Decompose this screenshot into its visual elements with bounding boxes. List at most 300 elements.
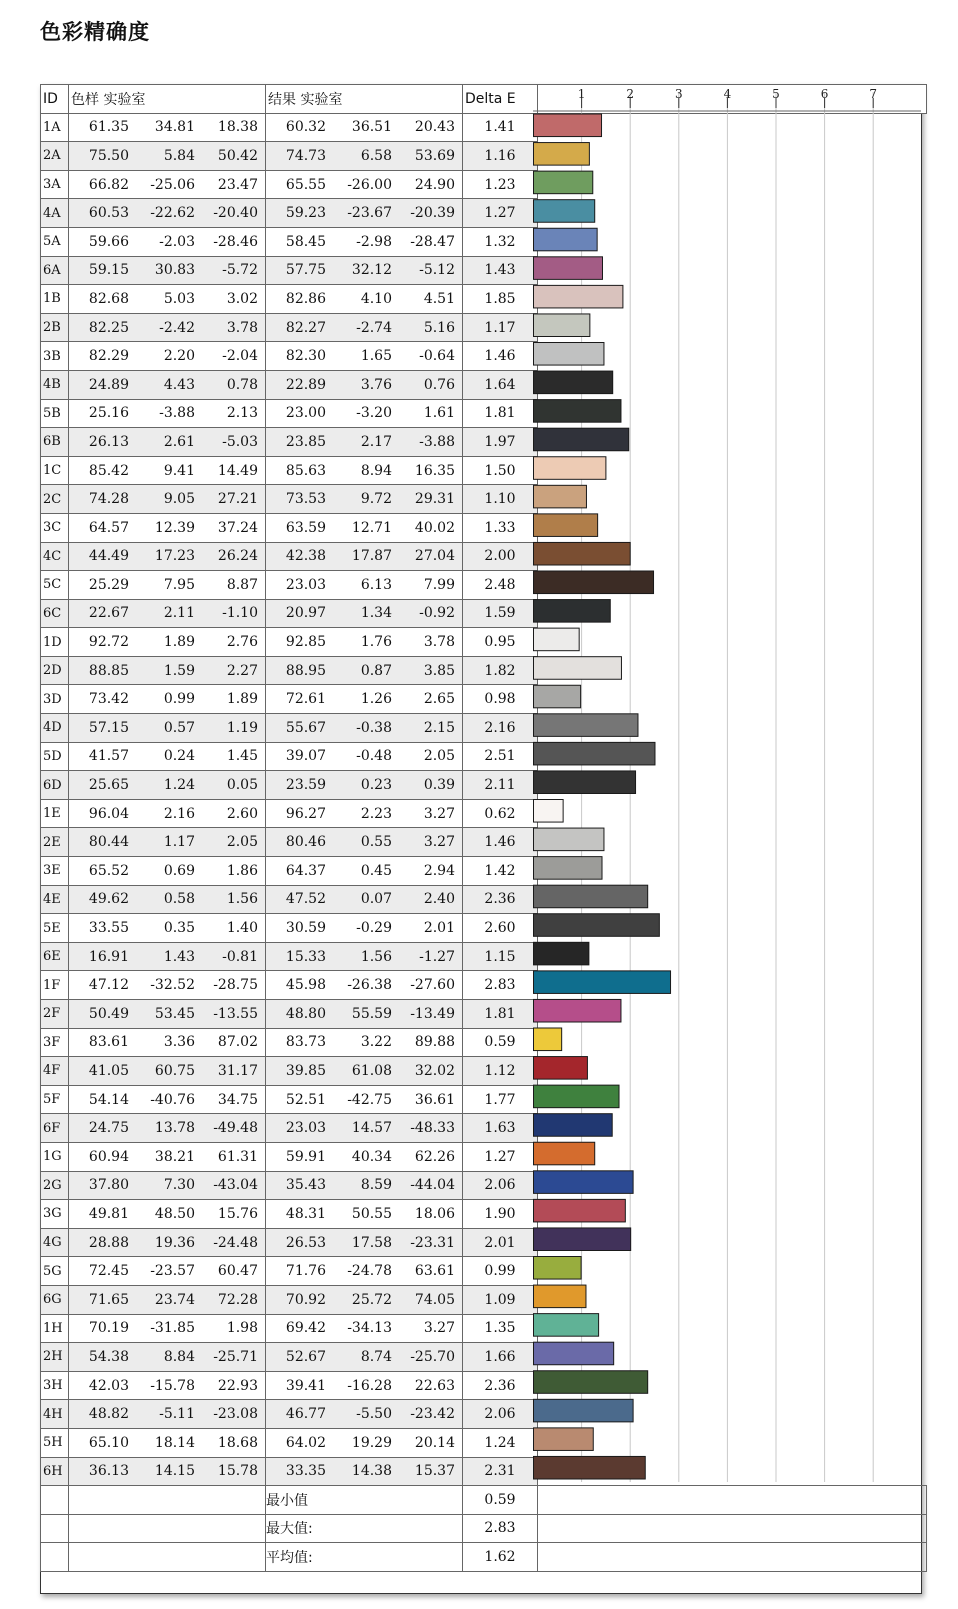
sample-a: 8.84 bbox=[163, 1348, 195, 1365]
sample-l: 24.89 bbox=[88, 376, 129, 393]
result-b: -13.49 bbox=[410, 1005, 455, 1022]
bar-3G bbox=[534, 1199, 626, 1222]
result-lab bbox=[266, 113, 463, 142]
result-l: 92.85 bbox=[285, 634, 326, 651]
result-b: -48.33 bbox=[410, 1120, 455, 1137]
bar-5E bbox=[534, 914, 660, 937]
sample-lab bbox=[69, 1314, 266, 1343]
sample-lab bbox=[69, 1114, 266, 1143]
sample-lab bbox=[69, 1171, 266, 1200]
summary-blank-chart bbox=[538, 1486, 927, 1515]
sample-b: -28.75 bbox=[213, 977, 258, 994]
result-l: 52.67 bbox=[285, 1348, 326, 1365]
result-a: -0.48 bbox=[356, 748, 392, 765]
row-id: 1C bbox=[41, 456, 69, 485]
header-sample: 色样 实验室 bbox=[69, 85, 266, 114]
sample-b: 2.13 bbox=[226, 405, 258, 422]
sample-lab bbox=[69, 1285, 266, 1314]
sample-a: 9.41 bbox=[163, 462, 195, 479]
result-lab bbox=[266, 828, 463, 857]
result-b: 32.02 bbox=[414, 1062, 455, 1079]
sample-b: 27.21 bbox=[217, 491, 258, 508]
sample-lab bbox=[69, 1257, 266, 1286]
bar-2E bbox=[534, 828, 604, 851]
bar-3C bbox=[534, 514, 598, 537]
sample-b: 60.47 bbox=[217, 1263, 258, 1280]
sample-l: 82.25 bbox=[88, 319, 129, 336]
result-l: 58.45 bbox=[285, 233, 326, 250]
result-l: 65.55 bbox=[285, 176, 326, 193]
result-b: -0.64 bbox=[419, 348, 455, 365]
sample-l: 71.65 bbox=[88, 1291, 129, 1308]
sample-a: 1.43 bbox=[163, 948, 195, 965]
result-b: 4.51 bbox=[423, 290, 455, 307]
sample-lab bbox=[69, 628, 266, 657]
sample-lab bbox=[69, 456, 266, 485]
result-b: 20.14 bbox=[414, 1434, 455, 1451]
sample-l: 54.38 bbox=[88, 1348, 129, 1365]
delta-e-value: 1.97 bbox=[463, 428, 538, 457]
result-l: 47.52 bbox=[285, 891, 326, 908]
sample-b: 1.40 bbox=[226, 920, 258, 937]
sample-a: 23.74 bbox=[154, 1291, 195, 1308]
bar-5H bbox=[534, 1428, 594, 1451]
bar-2A bbox=[534, 143, 590, 166]
result-a: 36.51 bbox=[351, 119, 392, 136]
result-l: 57.75 bbox=[285, 262, 326, 279]
sample-l: 36.13 bbox=[88, 1463, 129, 1480]
result-b: 36.61 bbox=[414, 1091, 455, 1108]
result-lab bbox=[266, 542, 463, 571]
result-a: 9.72 bbox=[360, 491, 392, 508]
result-l: 48.31 bbox=[285, 1205, 326, 1222]
result-lab bbox=[266, 1228, 463, 1257]
sample-lab bbox=[69, 857, 266, 886]
result-b: 24.90 bbox=[414, 176, 455, 193]
result-a: -24.78 bbox=[347, 1263, 392, 1280]
row-id: 6E bbox=[41, 942, 69, 971]
result-l: 23.59 bbox=[285, 777, 326, 794]
sample-l: 16.91 bbox=[88, 948, 129, 965]
result-l: 23.85 bbox=[285, 433, 326, 450]
result-l: 26.53 bbox=[285, 1234, 326, 1251]
result-b: 0.39 bbox=[423, 777, 455, 794]
sample-b: 0.78 bbox=[226, 376, 258, 393]
row-id: 4F bbox=[41, 1057, 69, 1086]
sample-a: 5.03 bbox=[163, 290, 195, 307]
sample-a: 17.23 bbox=[154, 548, 195, 565]
sample-a: 1.89 bbox=[163, 634, 195, 651]
result-lab bbox=[266, 628, 463, 657]
result-l: 45.98 bbox=[285, 977, 326, 994]
sample-l: 75.50 bbox=[88, 147, 129, 164]
delta-e-value: 2.36 bbox=[463, 1371, 538, 1400]
sample-l: 49.81 bbox=[88, 1205, 129, 1222]
row-id: 4H bbox=[41, 1400, 69, 1429]
result-a: 0.07 bbox=[360, 891, 392, 908]
row-id: 3G bbox=[41, 1200, 69, 1229]
result-b: 63.61 bbox=[414, 1263, 455, 1280]
bar-4H bbox=[534, 1399, 634, 1422]
result-l: 96.27 bbox=[285, 805, 326, 822]
result-b: 7.99 bbox=[423, 576, 455, 593]
sample-lab bbox=[69, 656, 266, 685]
row-id: 3F bbox=[41, 1028, 69, 1057]
result-l: 59.91 bbox=[285, 1148, 326, 1165]
summary-blank-id bbox=[41, 1543, 69, 1572]
sample-a: -2.03 bbox=[159, 233, 195, 250]
result-lab bbox=[266, 370, 463, 399]
sample-b: -28.46 bbox=[213, 233, 258, 250]
result-a: 19.29 bbox=[351, 1434, 392, 1451]
result-b: 5.16 bbox=[423, 319, 455, 336]
sample-b: -43.04 bbox=[213, 1177, 258, 1194]
result-b: 3.27 bbox=[423, 805, 455, 822]
sample-b: 50.42 bbox=[217, 147, 258, 164]
sample-l: 88.85 bbox=[88, 662, 129, 679]
result-b: 3.27 bbox=[423, 834, 455, 851]
bar-4F bbox=[534, 1057, 588, 1080]
result-lab bbox=[266, 1343, 463, 1372]
sample-b: 22.93 bbox=[217, 1377, 258, 1394]
result-a: 55.59 bbox=[351, 1005, 392, 1022]
x-tick-label: 2 bbox=[626, 87, 635, 101]
result-a: 17.58 bbox=[351, 1234, 392, 1251]
sample-l: 28.88 bbox=[88, 1234, 129, 1251]
summary-blank-chart bbox=[538, 1514, 927, 1543]
sample-lab bbox=[69, 714, 266, 743]
sample-l: 48.82 bbox=[88, 1406, 129, 1423]
sample-l: 74.28 bbox=[88, 491, 129, 508]
sample-b: -23.08 bbox=[213, 1406, 258, 1423]
result-l: 74.73 bbox=[285, 147, 326, 164]
row-id: 1G bbox=[41, 1142, 69, 1171]
bar-2C bbox=[534, 485, 587, 508]
sample-b: -49.48 bbox=[213, 1120, 258, 1137]
delta-e-value: 1.63 bbox=[463, 1114, 538, 1143]
bar-1G bbox=[534, 1142, 595, 1165]
sample-lab bbox=[69, 885, 266, 914]
result-l: 60.32 bbox=[285, 119, 326, 136]
summary-blank-id bbox=[41, 1486, 69, 1515]
sample-lab bbox=[69, 1057, 266, 1086]
result-lab bbox=[266, 685, 463, 714]
sample-b: 23.47 bbox=[217, 176, 258, 193]
sample-lab bbox=[69, 599, 266, 628]
sample-l: 44.49 bbox=[88, 548, 129, 565]
result-a: 1.34 bbox=[360, 605, 392, 622]
row-id: 6C bbox=[41, 599, 69, 628]
result-a: 8.94 bbox=[360, 462, 392, 479]
result-l: 23.03 bbox=[285, 576, 326, 593]
result-a: 17.87 bbox=[351, 548, 392, 565]
x-tick-label: 1 bbox=[577, 87, 586, 101]
sample-b: 3.02 bbox=[226, 290, 258, 307]
sample-l: 96.04 bbox=[88, 805, 129, 822]
row-id: 2G bbox=[41, 1171, 69, 1200]
result-a: 61.08 bbox=[351, 1062, 392, 1079]
result-lab bbox=[266, 513, 463, 542]
delta-e-value: 2.16 bbox=[463, 714, 538, 743]
delta-e-value: 2.51 bbox=[463, 742, 538, 771]
result-lab bbox=[266, 399, 463, 428]
bar-1C bbox=[534, 457, 606, 480]
sample-a: 38.21 bbox=[154, 1148, 195, 1165]
result-l: 39.85 bbox=[285, 1062, 326, 1079]
sample-l: 41.57 bbox=[88, 748, 129, 765]
sample-a: 0.57 bbox=[163, 719, 195, 736]
sample-a: -5.11 bbox=[159, 1406, 195, 1423]
result-b: -0.92 bbox=[419, 605, 455, 622]
bar-1F bbox=[534, 971, 671, 994]
sample-b: 2.27 bbox=[226, 662, 258, 679]
bar-5A bbox=[534, 228, 598, 251]
row-id: 2E bbox=[41, 828, 69, 857]
sample-a: 2.11 bbox=[163, 605, 195, 622]
result-lab bbox=[266, 1314, 463, 1343]
bar-3B bbox=[534, 343, 604, 366]
sample-a: 2.20 bbox=[163, 348, 195, 365]
header-result: 结果 实验室 bbox=[266, 85, 463, 114]
sample-lab bbox=[69, 199, 266, 228]
result-b: 0.76 bbox=[423, 376, 455, 393]
sample-b: -5.03 bbox=[222, 433, 258, 450]
result-b: -44.04 bbox=[410, 1177, 455, 1194]
header-delta-e: Delta E bbox=[463, 85, 538, 114]
result-lab bbox=[266, 1057, 463, 1086]
sample-l: 85.42 bbox=[88, 462, 129, 479]
result-l: 82.30 bbox=[285, 348, 326, 365]
result-lab bbox=[266, 227, 463, 256]
result-lab bbox=[266, 714, 463, 743]
result-l: 88.95 bbox=[285, 662, 326, 679]
result-lab bbox=[266, 1257, 463, 1286]
result-a: 1.65 bbox=[360, 348, 392, 365]
delta-e-value: 2.06 bbox=[463, 1400, 538, 1429]
delta-e-value: 1.33 bbox=[463, 513, 538, 542]
sample-a: 9.05 bbox=[163, 491, 195, 508]
result-l: 71.76 bbox=[285, 1263, 326, 1280]
sample-lab bbox=[69, 1000, 266, 1029]
row-id: 1B bbox=[41, 285, 69, 314]
result-a: -3.20 bbox=[356, 405, 392, 422]
delta-e-value: 1.35 bbox=[463, 1314, 538, 1343]
result-b: 2.40 bbox=[423, 891, 455, 908]
result-l: 73.53 bbox=[285, 491, 326, 508]
delta-e-value: 1.23 bbox=[463, 170, 538, 199]
bar-4G bbox=[534, 1228, 631, 1251]
row-id: 6A bbox=[41, 256, 69, 285]
sample-l: 72.45 bbox=[88, 1263, 129, 1280]
sample-lab bbox=[69, 942, 266, 971]
sample-b: 1.89 bbox=[226, 691, 258, 708]
result-l: 35.43 bbox=[285, 1177, 326, 1194]
sample-lab bbox=[69, 799, 266, 828]
result-l: 85.63 bbox=[285, 462, 326, 479]
result-lab bbox=[266, 428, 463, 457]
bar-4B bbox=[534, 371, 613, 394]
sample-a: 2.61 bbox=[163, 433, 195, 450]
sample-b: 1.56 bbox=[226, 891, 258, 908]
sample-lab bbox=[69, 542, 266, 571]
result-l: 20.97 bbox=[285, 605, 326, 622]
sample-b: 2.05 bbox=[226, 834, 258, 851]
sample-l: 57.15 bbox=[88, 719, 129, 736]
delta-e-value: 0.62 bbox=[463, 799, 538, 828]
sample-a: -40.76 bbox=[150, 1091, 195, 1108]
result-a: 1.26 bbox=[360, 691, 392, 708]
sample-lab bbox=[69, 313, 266, 342]
summary-blank-sample bbox=[69, 1543, 266, 1572]
sample-b: 72.28 bbox=[217, 1291, 258, 1308]
row-id: 5H bbox=[41, 1428, 69, 1457]
result-lab bbox=[266, 342, 463, 371]
result-a: -0.38 bbox=[356, 719, 392, 736]
delta-e-value: 1.81 bbox=[463, 1000, 538, 1029]
bar-5C bbox=[534, 571, 654, 594]
sample-a: 60.75 bbox=[154, 1062, 195, 1079]
sample-lab bbox=[69, 1200, 266, 1229]
sample-lab bbox=[69, 1142, 266, 1171]
summary-row bbox=[41, 1514, 927, 1543]
x-tick-label: 3 bbox=[674, 87, 683, 101]
bar-5F bbox=[534, 1085, 620, 1108]
result-lab bbox=[266, 1142, 463, 1171]
sample-a: 0.35 bbox=[163, 920, 195, 937]
sample-b: -1.10 bbox=[222, 605, 258, 622]
summary-value: 0.59 bbox=[463, 1486, 538, 1515]
sample-a: 1.59 bbox=[163, 662, 195, 679]
bar-3H bbox=[534, 1371, 648, 1394]
sample-a: 0.69 bbox=[163, 862, 195, 879]
bar-1H bbox=[534, 1314, 599, 1337]
delta-e-value: 1.82 bbox=[463, 656, 538, 685]
result-a: 4.10 bbox=[360, 290, 392, 307]
result-l: 39.41 bbox=[285, 1377, 326, 1394]
delta-e-value: 1.59 bbox=[463, 599, 538, 628]
result-b: -23.42 bbox=[410, 1406, 455, 1423]
sample-a: -31.85 bbox=[150, 1320, 195, 1337]
bar-3A bbox=[534, 171, 593, 194]
result-lab bbox=[266, 599, 463, 628]
sample-lab bbox=[69, 1371, 266, 1400]
result-a: 1.76 bbox=[360, 634, 392, 651]
sample-a: 0.99 bbox=[163, 691, 195, 708]
sample-a: -25.06 bbox=[150, 176, 195, 193]
bar-2G bbox=[534, 1171, 634, 1194]
sample-l: 65.52 bbox=[88, 862, 129, 879]
delta-e-value: 2.48 bbox=[463, 571, 538, 600]
sample-lab bbox=[69, 1028, 266, 1057]
sample-l: 42.03 bbox=[88, 1377, 129, 1394]
result-b: 2.01 bbox=[423, 920, 455, 937]
result-lab bbox=[266, 1028, 463, 1057]
x-tick-label: 5 bbox=[772, 87, 780, 101]
delta-e-value: 2.36 bbox=[463, 885, 538, 914]
sample-a: 0.58 bbox=[163, 891, 195, 908]
result-b: -25.70 bbox=[410, 1348, 455, 1365]
row-id: 5B bbox=[41, 399, 69, 428]
result-lab bbox=[266, 885, 463, 914]
row-id: 4C bbox=[41, 542, 69, 571]
sample-b: 18.38 bbox=[217, 119, 258, 136]
result-b: -5.12 bbox=[419, 262, 455, 279]
sample-b: 0.05 bbox=[226, 777, 258, 794]
sample-a: 1.17 bbox=[163, 834, 195, 851]
delta-e-value: 0.98 bbox=[463, 685, 538, 714]
sample-l: 70.19 bbox=[88, 1320, 129, 1337]
result-b: -3.88 bbox=[419, 433, 455, 450]
result-b: 2.94 bbox=[423, 862, 455, 879]
result-a: 6.58 bbox=[360, 147, 392, 164]
sample-b: -2.04 bbox=[222, 348, 258, 365]
result-b: 3.78 bbox=[423, 634, 455, 651]
sample-a: 7.95 bbox=[163, 576, 195, 593]
delta-e-value: 2.31 bbox=[463, 1457, 538, 1486]
sample-b: 15.78 bbox=[217, 1463, 258, 1480]
sample-l: 24.75 bbox=[88, 1120, 129, 1137]
result-l: 30.59 bbox=[285, 920, 326, 937]
row-id: 3A bbox=[41, 170, 69, 199]
sample-a: 18.14 bbox=[154, 1434, 195, 1451]
result-lab bbox=[266, 456, 463, 485]
result-b: 15.37 bbox=[414, 1463, 455, 1480]
result-l: 39.07 bbox=[285, 748, 326, 765]
row-id: 3E bbox=[41, 857, 69, 886]
result-lab bbox=[266, 571, 463, 600]
sample-lab bbox=[69, 771, 266, 800]
delta-e-value: 1.10 bbox=[463, 485, 538, 514]
result-a: 14.38 bbox=[351, 1463, 392, 1480]
result-lab bbox=[266, 485, 463, 514]
sample-b: 31.17 bbox=[217, 1062, 258, 1079]
delta-e-value: 1.43 bbox=[463, 256, 538, 285]
result-l: 64.02 bbox=[285, 1434, 326, 1451]
sample-l: 49.62 bbox=[88, 891, 129, 908]
row-id: 5C bbox=[41, 571, 69, 600]
sample-lab bbox=[69, 914, 266, 943]
row-id: 2D bbox=[41, 656, 69, 685]
row-id: 6H bbox=[41, 1457, 69, 1486]
sample-lab bbox=[69, 227, 266, 256]
result-b: 53.69 bbox=[414, 147, 455, 164]
row-id: 1F bbox=[41, 971, 69, 1000]
sample-l: 25.29 bbox=[88, 576, 129, 593]
result-a: 3.22 bbox=[360, 1034, 392, 1051]
sample-a: 13.78 bbox=[154, 1120, 195, 1137]
sample-b: 87.02 bbox=[217, 1034, 258, 1051]
sample-a: 14.15 bbox=[154, 1463, 195, 1480]
sample-b: -24.48 bbox=[213, 1234, 258, 1251]
result-b: 62.26 bbox=[414, 1148, 455, 1165]
result-b: 16.35 bbox=[414, 462, 455, 479]
result-lab bbox=[266, 142, 463, 171]
delta-e-value: 1.12 bbox=[463, 1057, 538, 1086]
result-a: 0.87 bbox=[360, 662, 392, 679]
result-a: 32.12 bbox=[351, 262, 392, 279]
result-l: 33.35 bbox=[285, 1463, 326, 1480]
sample-a: -2.42 bbox=[159, 319, 195, 336]
result-l: 69.42 bbox=[285, 1320, 326, 1337]
sample-lab bbox=[69, 1343, 266, 1372]
bar-1B bbox=[534, 285, 623, 308]
row-id: 3D bbox=[41, 685, 69, 714]
result-lab bbox=[266, 1285, 463, 1314]
result-lab bbox=[266, 1000, 463, 1029]
result-a: -2.98 bbox=[356, 233, 392, 250]
summary-row bbox=[41, 1486, 927, 1515]
delta-e-value: 1.64 bbox=[463, 370, 538, 399]
